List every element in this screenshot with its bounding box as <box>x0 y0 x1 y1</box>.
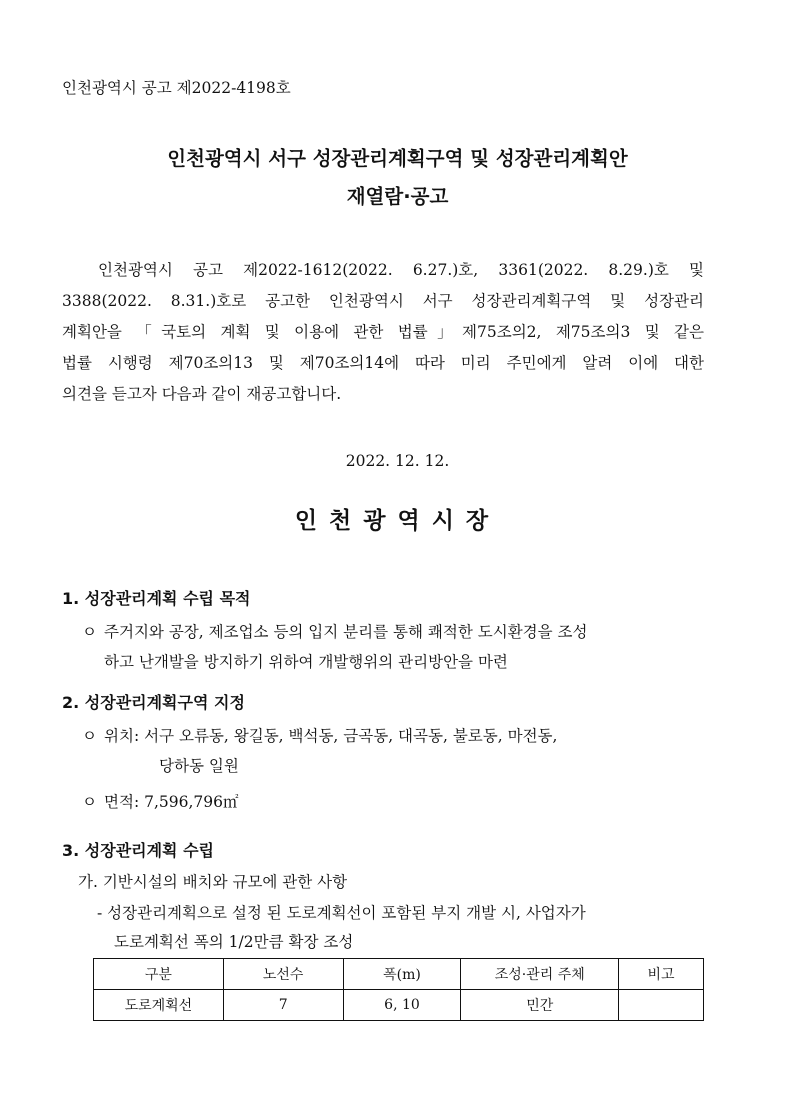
document-subtitle: 재열람·공고 <box>346 185 449 208</box>
body-line-1: 인천광역시 공고 제2022-1612(2022. 6.27.)호, 3361(2022. 8.29.)호 및 <box>98 261 704 279</box>
notice-date: 2022. 12. 12. <box>345 452 450 470</box>
table-cell: 도로계획선 <box>94 990 224 1021</box>
body-line-4: 법률 시행령 제70조의13 및 제70조의14에 따라 미리 주민에게 알려 이에 대한 <box>62 354 704 372</box>
table-header-cell: 노선수 <box>223 959 343 990</box>
location-line-2: 당하동 일원 <box>159 757 239 775</box>
section-1-heading: 1. 성장관리계획 수립 목적 <box>62 589 251 608</box>
location-line-1: 위치: 서구 오류동, 왕길동, 백석동, 금곡동, 대곡동, 불로동, 마전동, <box>104 727 558 745</box>
notice-number: 인천광역시 공고 제2022-4198호 <box>62 79 291 97</box>
table-cell <box>619 990 704 1021</box>
road-plan-table <box>93 958 704 1021</box>
table-cell: 민간 <box>461 990 619 1021</box>
section-1-line-1: 주거지와 공장, 제조업소 등의 입지 분리를 통해 쾌적한 도시환경을 조성 <box>104 623 588 641</box>
document-title: 인천광역시 서구 성장관리계획구역 및 성장관리계획안 <box>167 147 628 170</box>
table-header-cell: 비고 <box>619 959 704 990</box>
bullet-mark: ㅇ <box>82 623 97 641</box>
section-2-heading: 2. 성장관리계획구역 지정 <box>62 693 245 712</box>
table-header-row <box>94 959 704 990</box>
section-1-item <box>82 620 588 642</box>
table-header-cell: 폭(m) <box>343 959 461 990</box>
section-2-area <box>82 790 238 812</box>
body-line-5: 의견을 듣고자 다음과 같이 재공고합니다. <box>62 385 342 403</box>
bullet-mark: ㅇ <box>82 793 97 811</box>
bullet-mark: ㅇ <box>82 727 97 745</box>
table-header-cell: 구분 <box>94 959 224 990</box>
table-row <box>94 990 704 1021</box>
table-cell: 7 <box>223 990 343 1021</box>
section-2-location <box>82 724 557 746</box>
table-cell: 6, 10 <box>343 990 461 1021</box>
section-3-dash-line-1: - 성장관리계획으로 설정 된 도로계획선이 포함된 부지 개발 시, 사업자가 <box>97 904 586 922</box>
body-line-3: 계획안을 「국토의 계획 및 이용에 관한 법률」제75조의2, 제75조의3 및 같은 <box>62 323 704 341</box>
body-line-2: 3388(2022. 8.31.)호로 공고한 인천광역시 서구 성장관리계획구역 및 성장관리 <box>62 292 704 310</box>
section-3-subheading: 가. 기반시설의 배치와 규모에 관한 사항 <box>78 873 348 891</box>
table-header-cell: 조성·관리 주체 <box>461 959 619 990</box>
section-3-heading: 3. 성장관리계획 수립 <box>62 841 214 860</box>
section-3-dash-line-2: 도로계획선 폭의 1/2만큼 확장 조성 <box>114 933 354 951</box>
issuer-name: 인천광역시장 <box>294 508 501 534</box>
section-1-line-2: 하고 난개발을 방지하기 위하여 개발행위의 관리방안을 마련 <box>104 653 508 671</box>
area-text: 면적: 7,596,796㎡ <box>104 793 239 811</box>
